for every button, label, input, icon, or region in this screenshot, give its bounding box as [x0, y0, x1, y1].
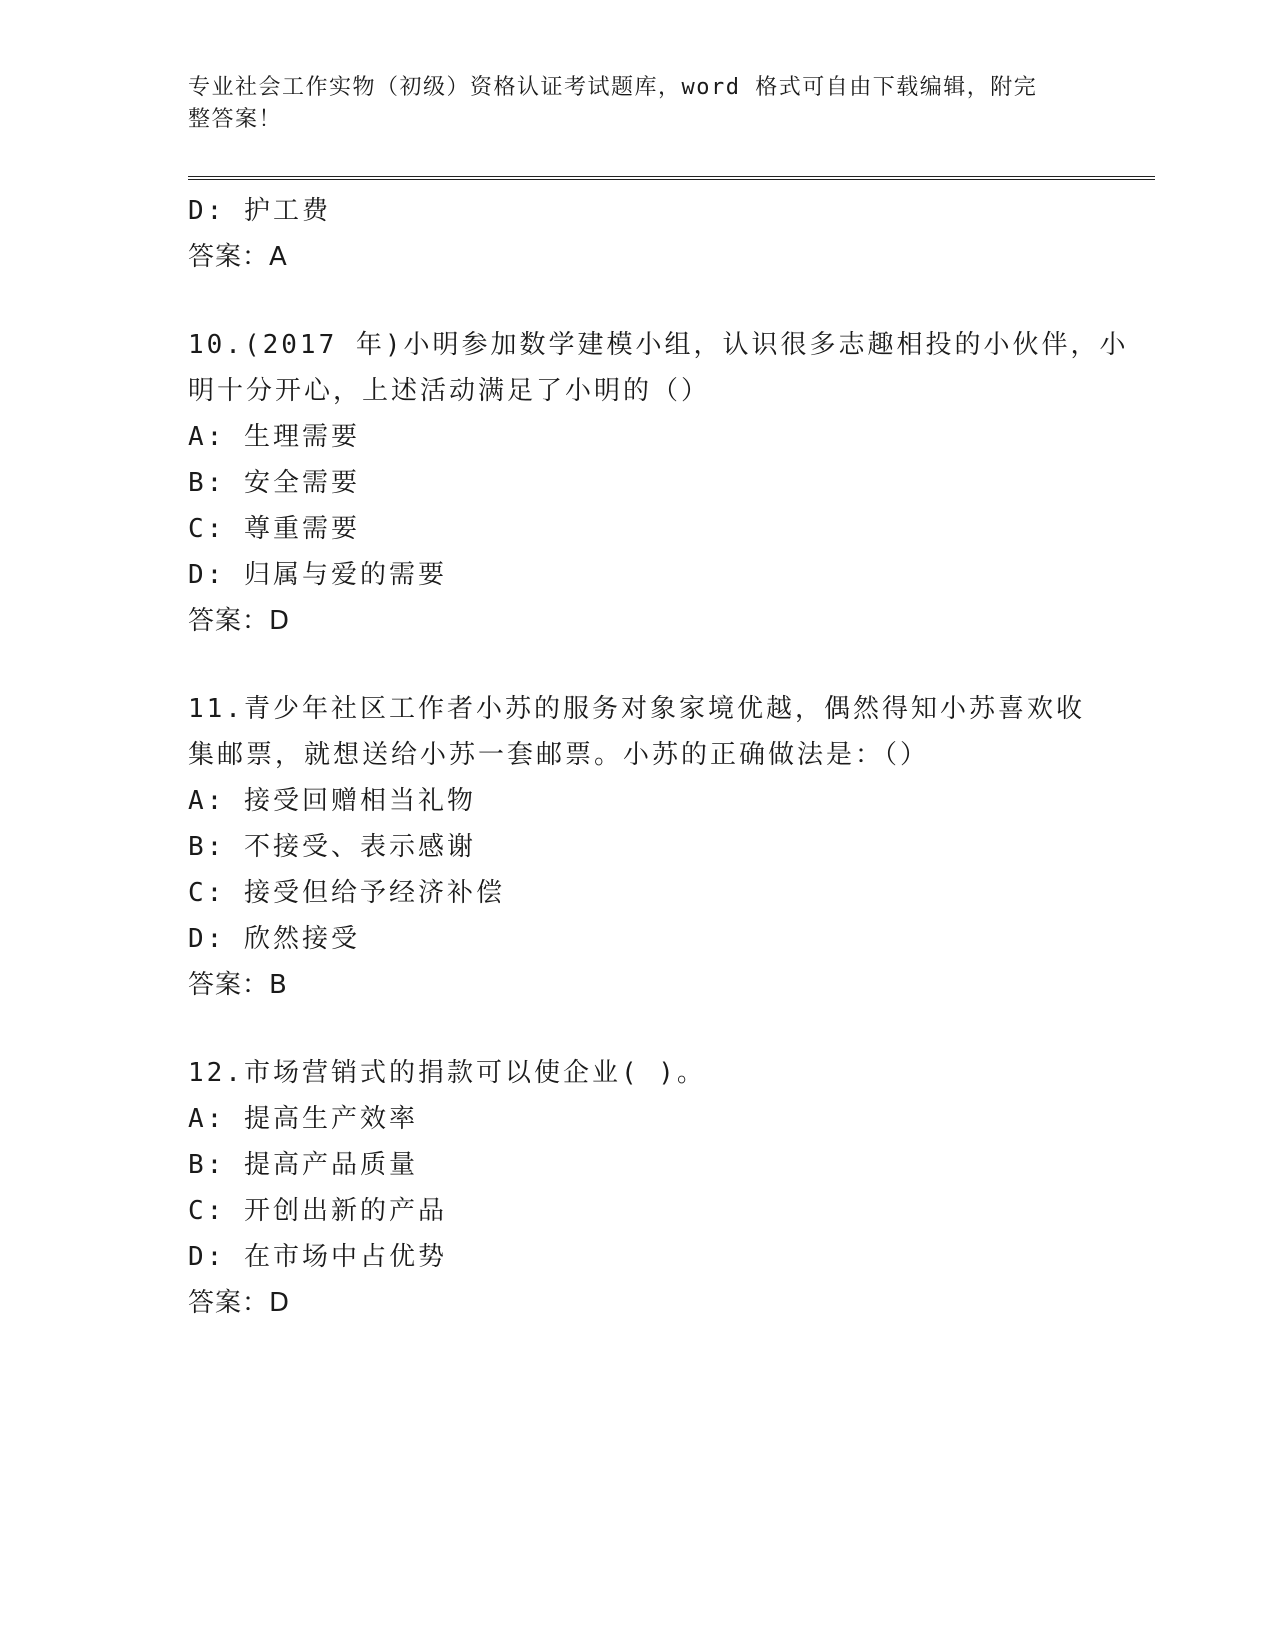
question-12 [188, 1050, 1088, 1326]
question-text-line-2: 集邮票，就想送给小苏一套邮票。小苏的正确做法是：（） [188, 740, 930, 770]
option-c: C: 接受但给予经济补偿 [188, 878, 505, 908]
question-list [188, 188, 1129, 1326]
option-b: B: 安全需要 [188, 468, 360, 498]
option-d: D: 在市场中占优势 [188, 1242, 447, 1272]
option-d: D: 护工费 [188, 196, 331, 226]
option-a: A: 接受回赠相当礼物 [188, 786, 476, 816]
answer-line: 答案：B [188, 970, 288, 1000]
option-c: C: 开创出新的产品 [188, 1196, 447, 1226]
previous-question-tail [188, 188, 1088, 280]
answer-line: 答案：A [188, 242, 288, 272]
question-text-line-2: 明十分开心，上述活动满足了小明的（） [188, 376, 711, 406]
answer-line: 答案：D [188, 1288, 291, 1318]
question-text-line-1: 12.市场营销式的捐款可以使企业( )。 [188, 1058, 706, 1088]
question-text-line-1: 10.(2017 年)小明参加数学建模小组，认识很多志趣相投的小伙伴，小 [188, 330, 1129, 360]
answer-line: 答案：D [188, 606, 291, 636]
question-11 [188, 686, 1088, 1008]
page-header [188, 72, 1068, 136]
option-d: D: 归属与爱的需要 [188, 560, 447, 590]
header-line-2: 整答案！ [188, 107, 283, 132]
option-a: A: 提高生产效率 [188, 1104, 418, 1134]
option-a: A: 生理需要 [188, 422, 360, 452]
question-text-line-1: 11.青少年社区工作者小苏的服务对象家境优越，偶然得知小苏喜欢收 [188, 694, 1085, 724]
option-c: C: 尊重需要 [188, 514, 360, 544]
option-b: B: 提高产品质量 [188, 1150, 418, 1180]
question-10 [188, 322, 1129, 644]
option-d: D: 欣然接受 [188, 924, 360, 954]
header-divider [188, 176, 1155, 180]
header-line-1: 专业社会工作实物（初级）资格认证考试题库，word 格式可自由下载编辑，附完 [188, 75, 1038, 100]
option-b: B: 不接受、表示感谢 [188, 832, 476, 862]
